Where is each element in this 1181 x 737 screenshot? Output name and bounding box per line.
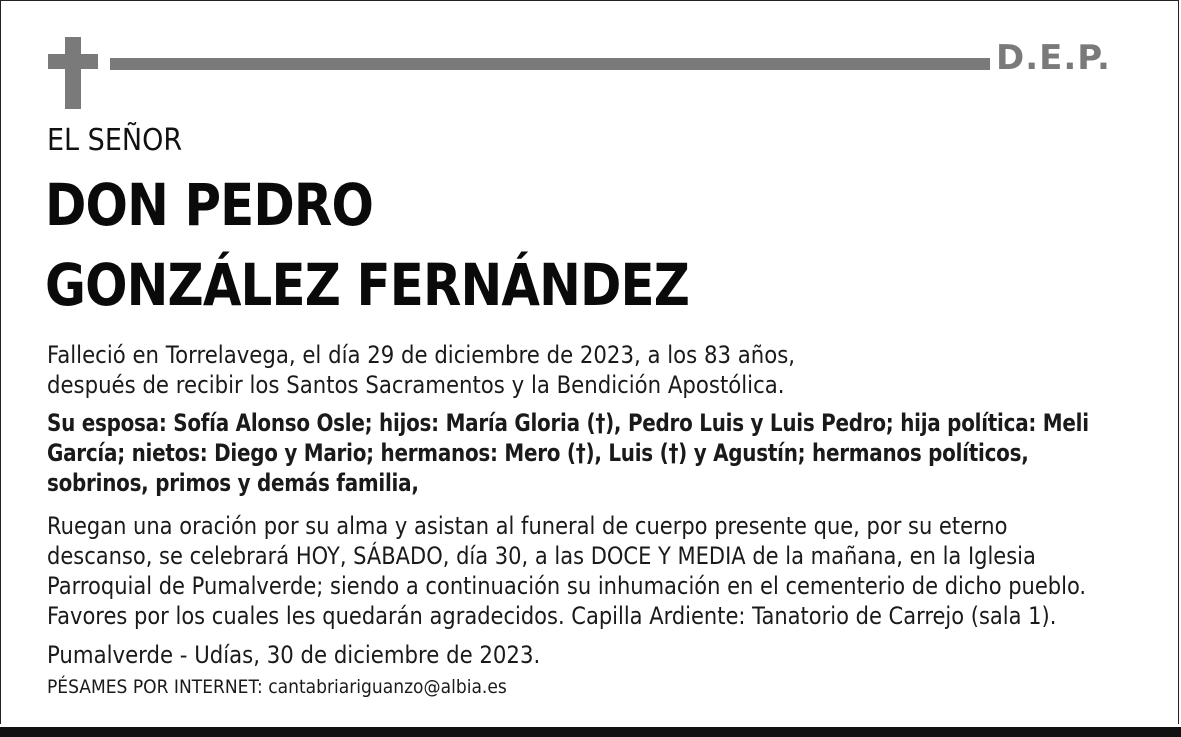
place-date: Pumalverde - Udías, 30 de diciembre de 2023. <box>47 641 541 669</box>
condolences-line <box>47 674 507 700</box>
family-list-line: García; nietos: Diego y Mario; hermanos: Mero (†), Luis (†) y Agustín; hermanos políticos, <box>47 439 1029 467</box>
deceased-name-line-1: DON PEDRO <box>45 171 374 239</box>
dep-label: D.E.P. <box>996 38 1111 78</box>
honorific: EL SEÑOR <box>47 123 183 158</box>
family-list-line: sobrinos, primos y demás familia, <box>47 469 419 497</box>
header-rule <box>110 58 990 70</box>
death-notice-line: Falleció en Torrelavega, el día 29 de diciembre de 2023, a los 83 años, <box>47 341 796 369</box>
funeral-details-line: descanso, se celebrará HOY, SÁBADO, día 30, a las DOCE Y MEDIA de la mañana, en la Iglesia <box>47 542 1036 570</box>
deceased-name-line-2: GONZÁLEZ FERNÁNDEZ <box>45 251 690 319</box>
cross-icon-bar <box>48 54 98 69</box>
condolences-label: PÉSAMES POR INTERNET: <box>47 676 263 698</box>
bottom-rule <box>0 727 1181 737</box>
family-list-line: Su esposa: Sofía Alonso Osle; hijos: María Gloria (†), Pedro Luis y Luis Pedro; hija política: Meli <box>47 409 1089 437</box>
funeral-details-line: Parroquial de Pumalverde; siendo a continuación su inhumación en el cementerio de dicho pueblo. <box>47 572 1087 600</box>
death-notice <box>47 340 1074 400</box>
condolences-email[interactable]: cantabriariguanzo@albia.es <box>268 676 507 698</box>
family-list <box>47 408 1089 498</box>
cross-icon <box>65 37 81 109</box>
death-notice-line: después de recibir los Santos Sacramentos y la Bendición Apostólica. <box>47 371 785 399</box>
funeral-details-line: Favores por los cuales les quedarán agradecidos. Capilla Ardiente: Tanatorio de Carrejo (sala 1). <box>47 602 1057 630</box>
funeral-details-line: Ruegan una oración por su alma y asistan al funeral de cuerpo presente que, por su eterno <box>47 512 1008 540</box>
funeral-details <box>47 511 1087 631</box>
